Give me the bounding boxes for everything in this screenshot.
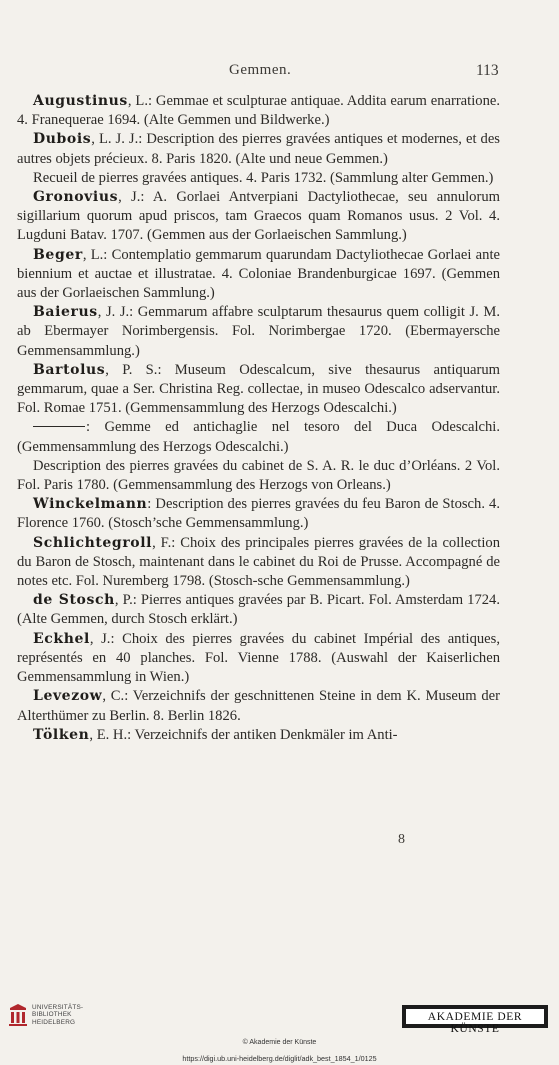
bibliography-entry [17,457,500,495]
entry-text: , P. S.: Museum Odescalcum, sive thesaurus antiquarum gemmarum, quae a Ser. Christina Reg. collectae, in museo Odescalco adservantur. Fol. Romae 1751. (Gemmensammlung des Herzogs Odescalchi.) [17,361,500,417]
page-header [0,62,559,82]
bibliography-entry [17,188,500,246]
digitization-footer [0,998,559,1065]
bibliography-entry [17,495,500,533]
author-name: Augustinus [33,93,128,109]
library-name-line: UNIVERSITÄTS- [32,1004,84,1011]
copyright-notice: © Akademie der Künste [242,1039,317,1046]
entry-text: , C.: Verzeichnifs der geschnittenen Steine in dem K. Museum der Alterthümer zu Berlin. 8. Berlin 1826. [17,688,500,724]
bibliography-entry [17,687,500,725]
author-name: Gronovius [33,189,119,206]
bibliography-entry [17,303,500,361]
library-name [32,1004,83,1026]
source-url[interactable]: https://digi.ub.uni-heidelberg.de/diglit/adk_best_1854_1/0125 [182,1054,377,1063]
running-title: Gemmen. [229,62,292,78]
entry-text: , J.: Choix des pierres gravées du cabinet Impérial des antiques, représentés en 40 planches. Fol. Vienne 1788. (Auswahl der Kaiserlichen Gemmensammlung in Wien.) [17,630,500,686]
bibliography-entry [17,630,500,688]
page-number: 113 [476,62,499,79]
library-emblem-icon [6,1002,30,1028]
author-name: Schlichtegroll [33,534,153,551]
author-name: Beger [33,246,83,263]
entry-text: Description des pierres gravées du cabinet de S. A. R. le duc d’Orléans. 2 Vol. Fol. Paris 1780. (Gemmensammlung des Herzogs von Orleans.) [17,457,500,494]
entry-text: : Description des pierres gravées du feu Baron de Stosch. 4. Florence 1760. (Stosch’sche Gemmensammlung.) [17,496,500,532]
bibliography-entry [17,92,500,130]
entry-text: , P.: Pierres antiques gravées par B. Picart. Fol. Amsterdam 1724. (Alte Gemmen, durch Stosch erklärt.) [17,592,500,628]
bibliography-entry [17,361,500,419]
entry-text: : Gemme ed antichaglie nel tesoro del Duca Odescalchi. (Gemmensammlung des Herzogs Odescalchi.) [17,419,500,455]
author-name: de Stosch [33,592,115,609]
entry-text: , J. J.: Gemmarum affabre sculptarum thesaurus quem colligit J. M. ab Ebermayer Norimbergensis. Fol. Norimbergae 1720. (Ebermayersche Gemmensammlung.) [17,304,500,359]
bibliography-entry [17,130,500,168]
author-name: Bartolus [33,361,106,378]
university-library-logo[interactable] [6,1002,126,1032]
ditto-dash [33,426,85,427]
author-name: Tölken [33,726,90,743]
entry-text: , L.: Contemplatio gemmarum quarundam Dactyliothecae Gorlaei ante biennium et auctae et illustratae. 4. Coloniae Brandenburgicae 1697. (Gemmen aus der Gorlaeischen Sammlung.) [17,246,500,302]
author-name: Baierus [33,304,98,321]
akademie-logo[interactable] [402,1005,548,1035]
author-name: Winckelmann [33,496,148,513]
entry-text: Recueil de pierres gravées antiques. 4. Paris 1732. (Sammlung alter Gemmen.) [33,169,494,186]
entry-text: , L.: Gemmae et sculpturae antiquae. Addita earum enarratione. 4. Franequerae 1694. (Alte Gemmen und Bildwerke.) [17,93,500,129]
author-name: Eckhel [33,630,90,647]
entry-text: , F.: Choix des principales pierres gravées de la collection du Baron de Stosch, maintenant dans le cabinet du Roi de Prusse. Accompagné de notes etc. Fol. Nuremberg 1798. (Stosch-sche Gemmensammlung.) [17,534,500,590]
author-name: Levezow [33,688,103,705]
entry-text: , L. J. J.: Description des pierres gravées antiques et modernes, et des autres objets précieux. 8. Paris 1820. (Alte und neue Gemmen.) [17,131,500,167]
entry-text: , J.: A. Gorlaei Antverpiani Dactyliothecae, seu annulorum sigillarium quorum apud priscos, tam Graecos quam Romanos usus. 2 Vol. 4. Lugduni Batav. 1707. (Gemmen aus der Gorlaeischen Sammlung.) [17,189,500,244]
entry-text: , E. H.: Verzeichnifs der antiken Denkmäler im Anti- [89,726,398,743]
bibliography-entry [17,726,500,745]
bibliography-entry [17,246,500,304]
bibliography-text [17,92,500,745]
bibliography-entry [17,591,500,629]
bibliography-entry [17,534,500,592]
library-name-line: HEIDELBERG [32,1018,76,1026]
bibliography-entry [17,418,500,456]
library-name-line: BIBLIOTHEK [32,1011,72,1019]
bibliography-entry [17,169,500,188]
akademie-logo-text: AKADEMIE DER KÜNSTE [427,1011,523,1035]
author-name: Dubois [33,131,92,148]
signature-mark: 8 [398,832,405,847]
